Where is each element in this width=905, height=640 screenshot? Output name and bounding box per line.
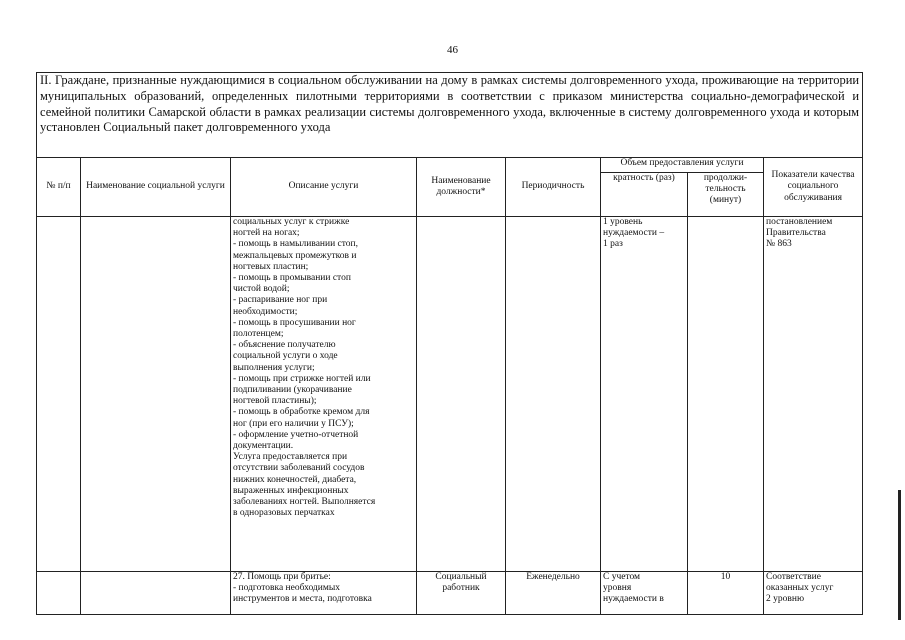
column-header-row	[37, 158, 863, 173]
row2-num	[37, 572, 81, 615]
row1-desc-line: заболеваниях ногтей. Выполняется	[233, 497, 376, 508]
row1-quality	[764, 217, 863, 572]
row1-quality-line: № 863	[766, 239, 792, 250]
row1-desc-line: ногтей на ногах;	[233, 228, 300, 239]
row1-desc-line: выполнения услуги;	[233, 362, 315, 373]
row2-multiplicity-line: уровня	[603, 583, 632, 594]
row1-name	[81, 217, 231, 572]
header-num: № п/п	[37, 158, 81, 217]
header-service-name: Наименование социальной услуги	[81, 158, 231, 217]
row1-desc-line: - помощь в просушивании ног	[233, 317, 356, 328]
row1-description	[231, 217, 417, 572]
header-position: Наименование должности*	[417, 158, 506, 217]
row1-multiplicity-line: 1 раз	[603, 239, 623, 250]
row1-periodicity	[506, 217, 601, 572]
row1-position	[417, 217, 506, 572]
row1-desc-line: социальных услуг к стрижке	[233, 217, 350, 227]
page-number: 46	[447, 44, 458, 56]
row1-multiplicity-line: нуждаемости –	[603, 228, 665, 239]
row2-position-line: Социальный	[435, 572, 487, 582]
row1-multiplicity	[601, 217, 688, 572]
row1-desc-line: чистой водой;	[233, 284, 290, 295]
table-row	[37, 217, 863, 572]
row1-desc-line: межпальцевых промежутков и	[233, 250, 357, 261]
row2-multiplicity-line: С учетом	[603, 572, 641, 582]
row1-desc-line: полотенцем;	[233, 329, 284, 340]
row1-desc-line: - оформление учетно-отчетной	[233, 429, 359, 440]
row1-desc-line: ногтевых пластин;	[233, 261, 309, 272]
row2-name	[81, 572, 231, 615]
scan-edge-mark	[898, 490, 901, 620]
header-periodicity: Периодичность	[506, 158, 601, 217]
section-title: II. Граждане, признанные нуждающимися в социальном обслуживании на дому в рамках системы долговременного ухода, проживающие на территории муниципальных образований, определенных пилотными территориями в соответствии с приказом министерства социально-демографической и семейной политики Самарской области в рамках реализации системы долговременного ухода, включенные в систему долговременного ухода и которым установлен Социальный пакет долговременного ухода	[37, 73, 863, 158]
row1-desc-line: нижних конечностей, диабета,	[233, 474, 357, 485]
row1-multiplicity-line: 1 уровень	[603, 217, 643, 227]
row1-desc-line: ногтевой пластины);	[233, 396, 317, 407]
row1-duration	[688, 217, 764, 572]
row1-quality-line: Правительства	[766, 228, 826, 239]
row1-desc-line: - помощь в обработке кремом для	[233, 407, 370, 418]
row2-duration: 10	[688, 572, 764, 615]
row1-desc-line: выраженных инфекционных	[233, 485, 349, 496]
row1-desc-line: - помощь в намыливании стоп,	[233, 239, 359, 250]
row2-desc-line: - подготовка необходимых	[233, 583, 340, 594]
header-description: Описание услуги	[231, 158, 417, 217]
row2-quality-line: Соответствие	[766, 572, 821, 582]
row2-description	[231, 572, 417, 615]
services-table	[36, 72, 863, 615]
row1-desc-line: ног (при его наличии у ПСУ);	[233, 418, 354, 429]
row1-quality-line: постановлением	[766, 217, 833, 227]
row1-desc-line: - объяснение получателю	[233, 340, 336, 351]
row1-desc-line: Услуга предоставляется при	[233, 452, 348, 463]
table-row	[37, 572, 863, 615]
row2-desc-line: 27. Помощь при бритье:	[233, 572, 331, 582]
row2-quality-line: оказанных услуг	[766, 583, 834, 594]
row2-multiplicity-line: нуждаемости в	[603, 594, 664, 605]
row1-desc-line: документации.	[233, 441, 294, 452]
row1-desc-line: социальной услуги о ходе	[233, 351, 338, 362]
header-volume: Объем предоставления услуги	[601, 158, 764, 173]
section-header-row	[37, 73, 863, 158]
row2-quality-line: 2 уровню	[766, 594, 805, 605]
row2-position	[417, 572, 506, 615]
header-duration: продолжи-тельность (минут)	[688, 173, 764, 217]
row1-num	[37, 217, 81, 572]
row2-multiplicity	[601, 572, 688, 615]
row1-desc-line: - распаривание ног при	[233, 295, 328, 306]
row2-desc-line: инструментов и места, подготовка	[233, 594, 372, 605]
row2-position-line: работник	[442, 583, 480, 594]
row2-periodicity: Еженедельно	[506, 572, 601, 615]
row1-desc-line: - помощь в промывании стоп	[233, 273, 351, 284]
row1-desc-line: - помощь при стрижке ногтей или	[233, 373, 371, 384]
header-quality: Показатели качества социального обслуживания	[764, 158, 863, 217]
row2-quality	[764, 572, 863, 615]
row1-desc-line: необходимости;	[233, 306, 298, 317]
header-multiplicity: кратность (раз)	[601, 173, 688, 217]
row1-desc-line: отсутствии заболеваний сосудов	[233, 463, 365, 474]
row1-desc-line: в одноразовых перчатках	[233, 508, 335, 519]
row1-desc-line: подпиливании (укорачивание	[233, 385, 352, 396]
